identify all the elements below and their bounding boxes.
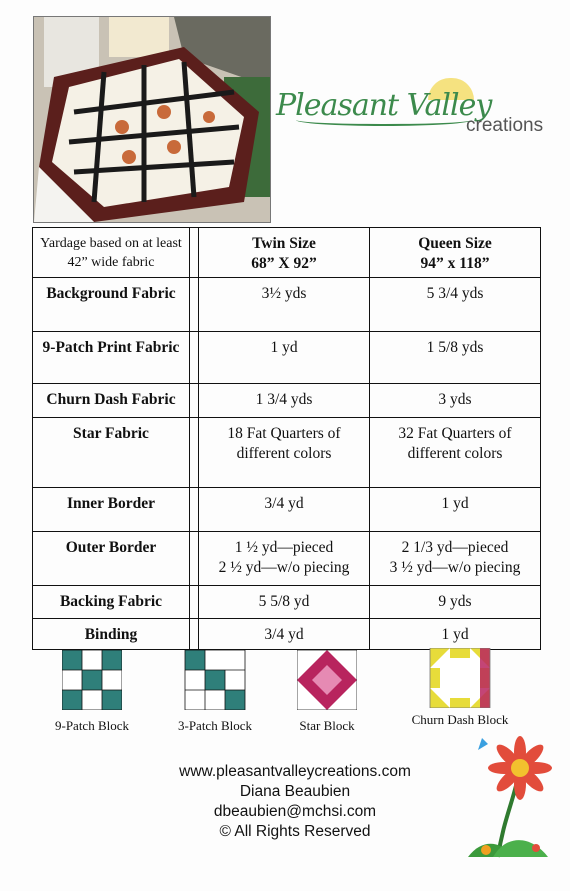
row-label: Inner Border xyxy=(33,488,190,532)
header-twin xyxy=(199,228,370,278)
table-row xyxy=(33,532,541,586)
row-queen: 2 1/3 yd—pieced 3 ½ yd—w/o piecing xyxy=(370,532,541,586)
row-twin: 1 ½ yd—pieced 2 ½ yd—w/o piecing xyxy=(199,532,370,586)
block-label: 9-Patch Block xyxy=(54,718,129,733)
table-header-row xyxy=(33,228,541,278)
star-block xyxy=(277,650,377,734)
header-queen xyxy=(370,228,541,278)
row-queen: 3 yds xyxy=(370,384,541,418)
table-row xyxy=(33,418,541,488)
row-label: Star Fabric xyxy=(33,418,190,488)
table-row xyxy=(33,619,541,650)
row-label: Binding xyxy=(33,619,190,650)
row-label: Background Fabric xyxy=(33,278,190,332)
header-label: Yardage based on at least 42” wide fabric xyxy=(33,228,190,278)
queen-dims: 94” x 118” xyxy=(420,255,490,272)
churn-dash-block-icon xyxy=(429,648,491,708)
logo-creations-text: creations xyxy=(466,115,544,136)
row-queen: 5 3/4 yds xyxy=(370,278,541,332)
contact-info xyxy=(130,762,460,842)
row-twin: 3/4 yd xyxy=(199,488,370,532)
website-link[interactable]: www.pleasantvalleycreations.com xyxy=(179,763,411,780)
queen-title: Queen Size xyxy=(418,235,492,252)
row-label: Churn Dash Fabric xyxy=(33,384,190,418)
nine-patch-block-icon xyxy=(62,650,122,710)
block-label: 3-Patch Block xyxy=(177,718,252,733)
logo-script-text: Pleasant Valley xyxy=(276,88,492,123)
row-twin: 18 Fat Quarters of different colors xyxy=(199,418,370,488)
quilt-photo xyxy=(33,16,271,223)
row-queen: 9 yds xyxy=(370,586,541,619)
row-label: Backing Fabric xyxy=(33,586,190,619)
nine-patch-block xyxy=(42,650,142,734)
quilt-photo-illustration xyxy=(34,17,270,222)
row-label: Outer Border xyxy=(33,532,190,586)
row-twin: 5 5/8 yd xyxy=(199,586,370,619)
row-twin: 1 yd xyxy=(199,332,370,384)
twin-dims: 68” X 92” xyxy=(251,255,317,272)
table-row xyxy=(33,332,541,384)
row-queen: 1 yd xyxy=(370,619,541,650)
email-link[interactable]: dbeaubien@mchsi.com xyxy=(213,803,377,820)
row-queen: 32 Fat Quarters of different colors xyxy=(370,418,541,488)
block-label: Churn Dash Block xyxy=(411,712,509,727)
copyright-notice: © All Rights Reserved xyxy=(219,823,371,840)
star-block-icon xyxy=(297,650,357,710)
churn-dash-block xyxy=(398,648,522,728)
table-row xyxy=(33,488,541,532)
flower-icon xyxy=(458,732,558,867)
row-queen: 1 5/8 yds xyxy=(370,332,541,384)
table-row xyxy=(33,384,541,418)
row-label: 9-Patch Print Fabric xyxy=(33,332,190,384)
designer-name: Diana Beaubien xyxy=(239,783,351,800)
brand-logo xyxy=(276,70,546,150)
yardage-table xyxy=(32,227,541,650)
row-twin: 3½ yds xyxy=(199,278,370,332)
row-queen: 1 yd xyxy=(370,488,541,532)
three-patch-block xyxy=(165,650,265,734)
block-diagrams xyxy=(0,650,570,740)
row-twin: 3/4 yd xyxy=(199,619,370,650)
three-patch-block-icon xyxy=(184,650,246,710)
logo-hills-icon xyxy=(296,114,472,126)
table-row xyxy=(33,278,541,332)
table-row xyxy=(33,586,541,619)
block-label: Star Block xyxy=(299,718,355,733)
row-twin: 1 3/4 yds xyxy=(199,384,370,418)
twin-title: Twin Size xyxy=(252,235,316,252)
